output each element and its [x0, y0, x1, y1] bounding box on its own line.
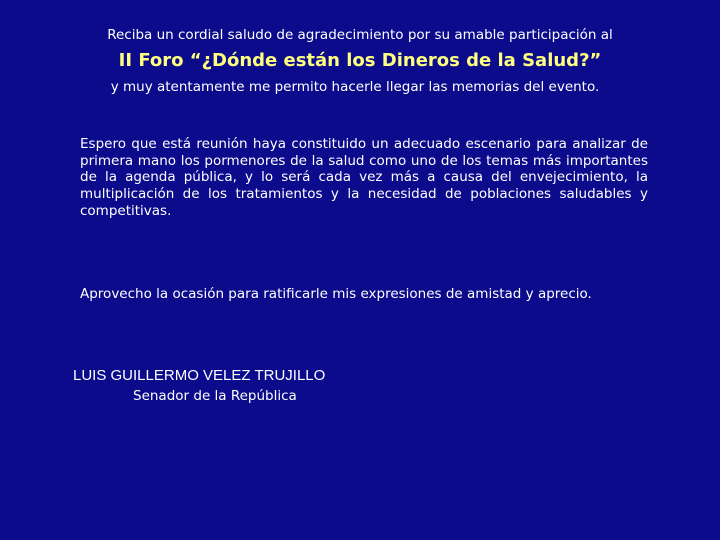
greeting-line: Reciba un cordial saludo de agradecimiento por su amable participación al: [107, 27, 613, 43]
signer-name: LUIS GUILLERMO VELEZ TRUJILLO: [73, 367, 326, 384]
event-title: II Foro “¿Dónde están los Dineros de la Salud?”: [118, 50, 602, 71]
signer-role: Senador de la República: [133, 388, 297, 404]
body-paragraph: Espero que está reunión haya constituido un adecuado escenario para analizar de primera mano los pormenores de la salud como uno de los temas más importantes de la agenda pública, y lo será cada vez más a causa del envejecimiento, la multiplicación de los tratamientos y la necesidad de poblaciones saludables y competitivas.: [80, 136, 648, 219]
memories-line: y muy atentamente me permito hacerle llegar las memorias del evento.: [110, 79, 600, 95]
closing-line: Aprovecho la ocasión para ratificarle mis expresiones de amistad y aprecio.: [80, 286, 592, 302]
